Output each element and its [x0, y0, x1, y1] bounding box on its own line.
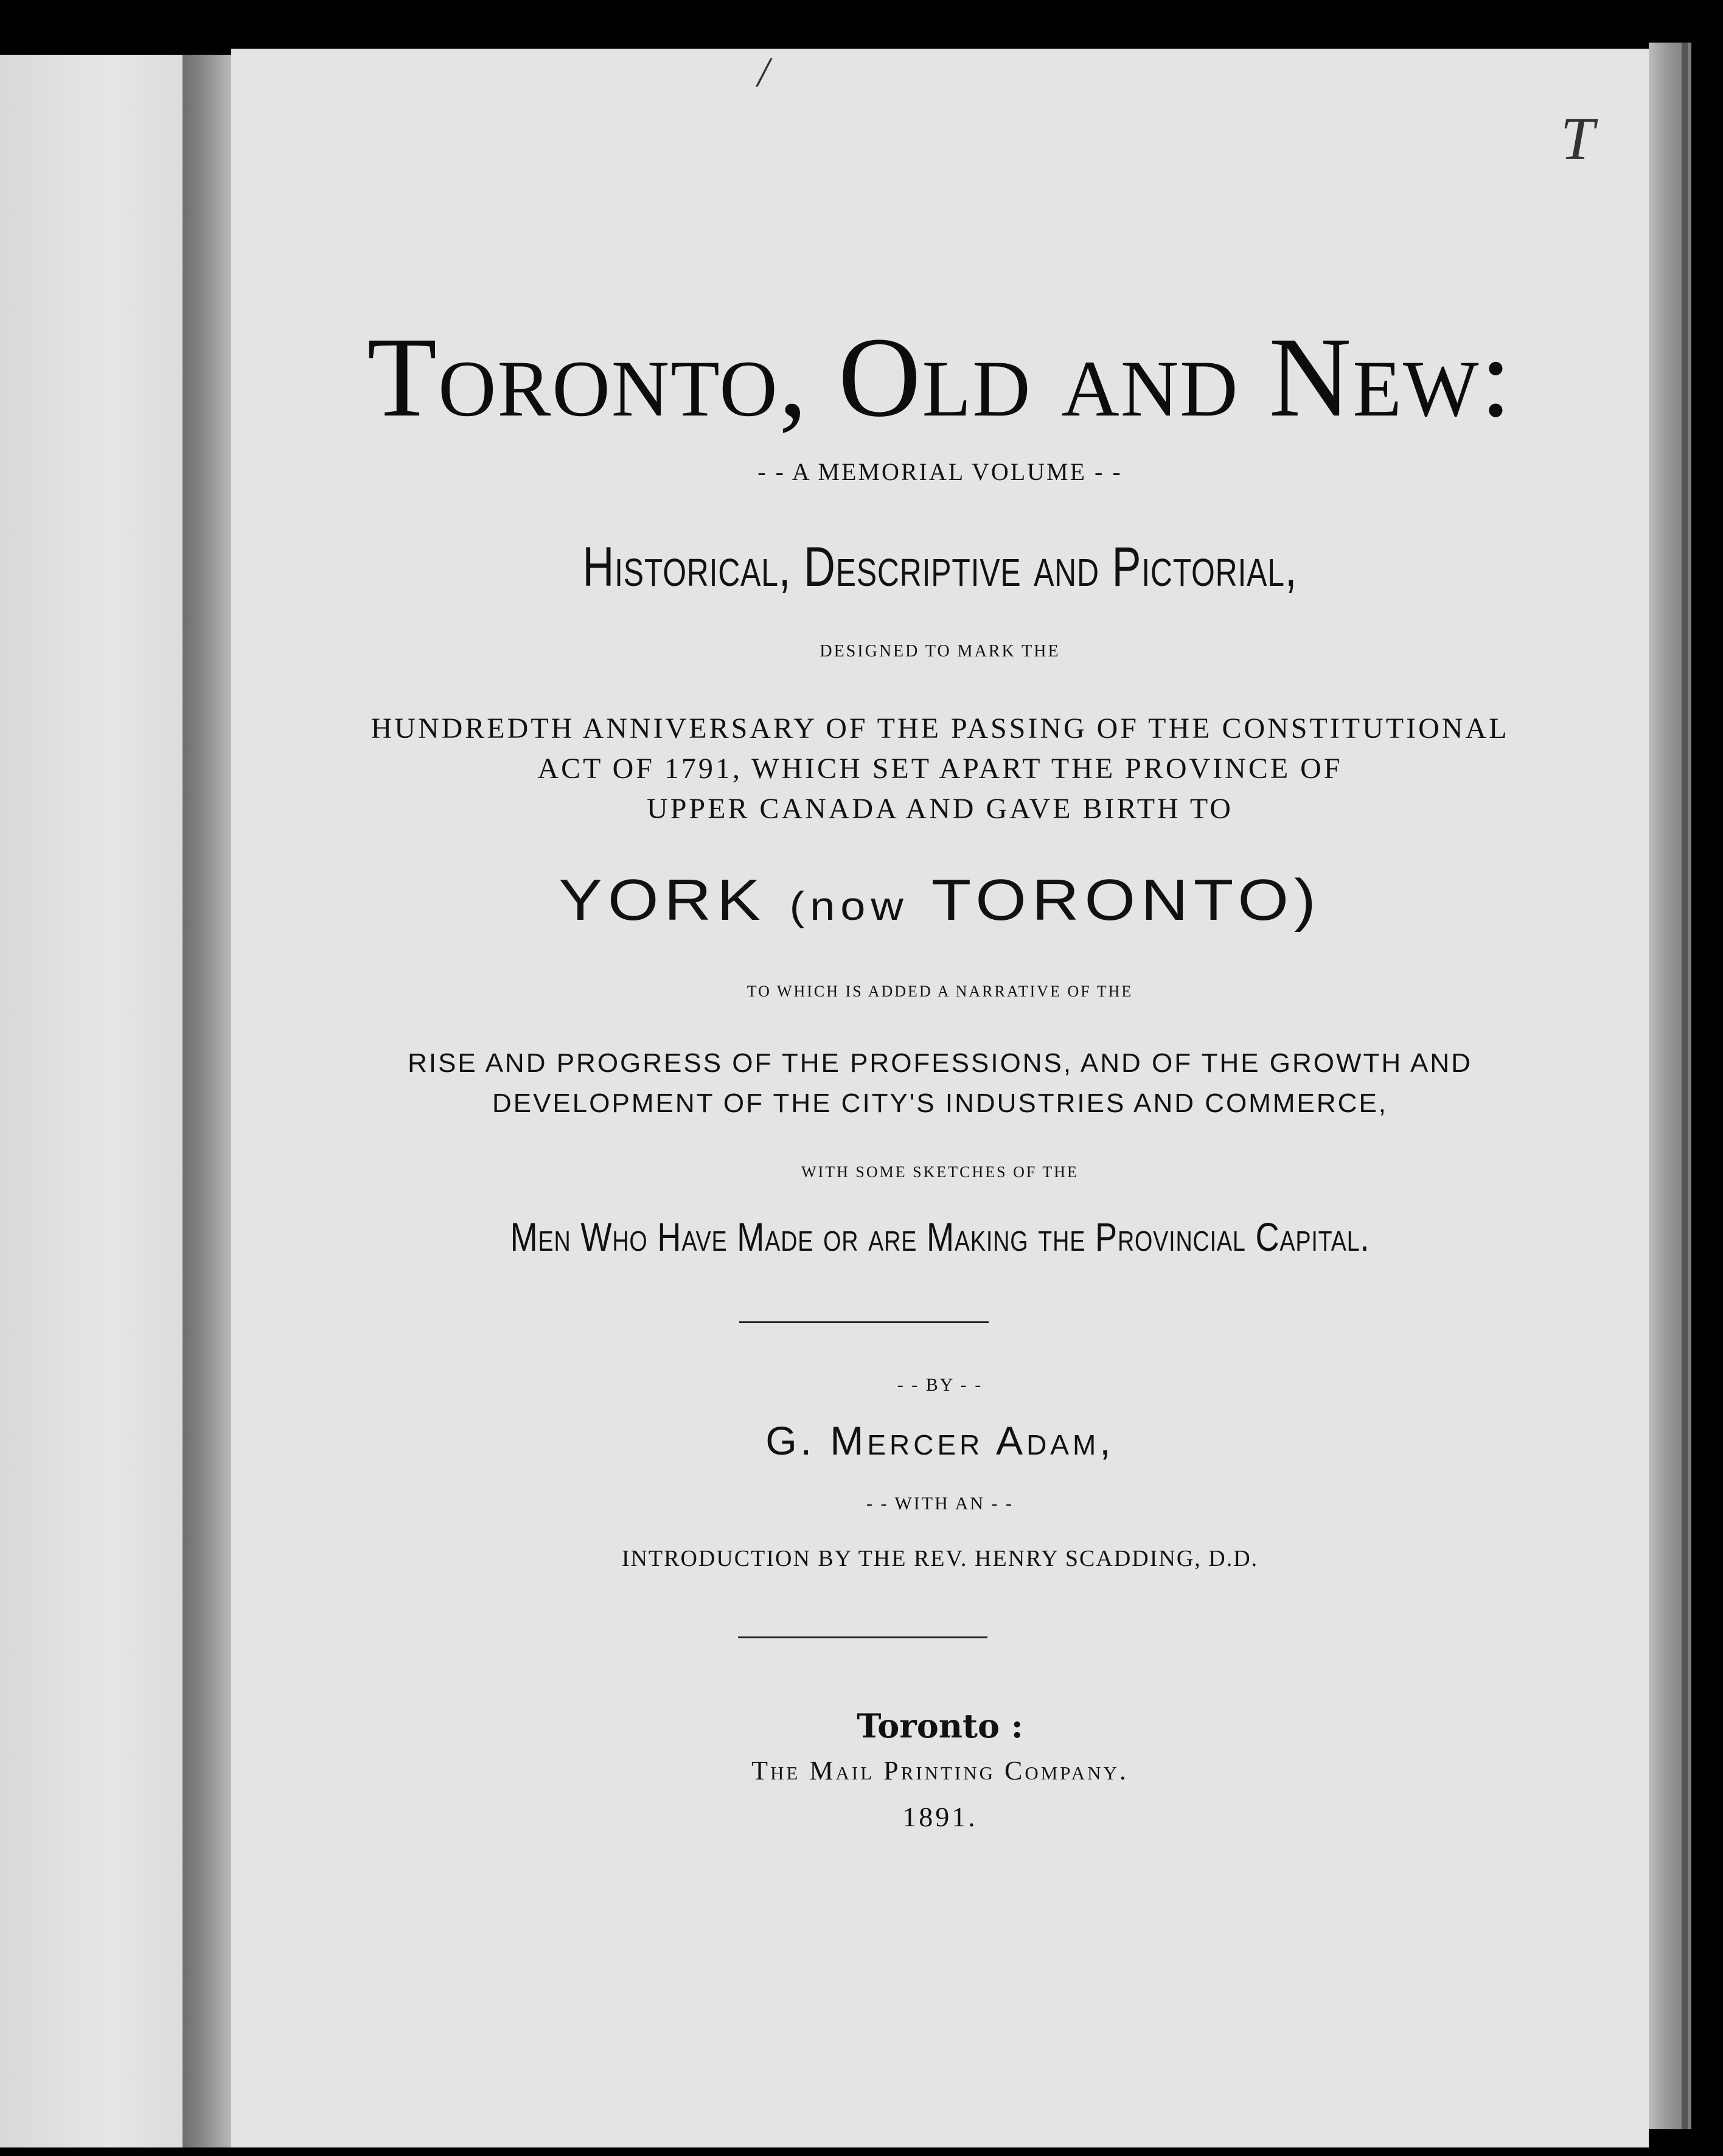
anniversary-line-2: ACT OF 1791, WHICH SET APART THE PROVINCE OF: [537, 753, 1343, 785]
memorial-volume-line: - - A MEMORIAL VOLUME - -: [757, 458, 1123, 485]
men-who-have-made-line: Men Who Have Made or are Making the Provincial Capital.: [510, 1214, 1370, 1259]
anniversary-line-3: UPPER CANADA AND GAVE BIRTH TO: [647, 793, 1233, 825]
now-word: (now: [789, 883, 909, 928]
york-now-toronto-heading: [146, 867, 1723, 934]
anniversary-line-1: HUNDREDTH ANNIVERSARY OF THE PASSING OF THE CONSTITUTIONAL: [371, 712, 1509, 745]
designed-to-mark-line: DESIGNED TO MARK THE: [820, 642, 1060, 661]
rise-and-progress-text: [231, 1043, 1649, 1124]
publication-place: Toronto :: [857, 1706, 1023, 1745]
publisher-name: The Mail Printing Company.: [751, 1756, 1129, 1786]
book-gutter: [183, 55, 231, 2147]
york-word: YORK: [559, 868, 766, 933]
sketches-line: WITH SOME SKETCHES OF THE: [801, 1163, 1079, 1181]
by-line: - - BY - -: [897, 1375, 983, 1395]
facing-page: [0, 55, 183, 2147]
anniversary-text: [231, 709, 1649, 829]
subtitle: Historical, Descriptive and Pictorial,: [582, 536, 1298, 598]
divider-rule-upper: [739, 1321, 989, 1323]
with-an-line: - - WITH AN - -: [866, 1494, 1014, 1514]
author-name: G. Mercer Adam,: [765, 1418, 1115, 1463]
rise-line-1: RISE AND PROGRESS OF THE PROFESSIONS, AND OF THE GROWTH AND: [408, 1048, 1472, 1078]
pencil-mark-top: /: [757, 49, 770, 96]
page-edge: [1649, 43, 1691, 2129]
toronto-word: TORONTO): [931, 868, 1321, 933]
pencil-mark-corner: T: [1561, 105, 1595, 172]
publication-year: 1891.: [902, 1801, 978, 1832]
narrative-intro-line: TO WHICH IS ADDED A NARRATIVE OF THE: [747, 982, 1133, 1000]
book-title: Toronto, Old and New:: [367, 313, 1513, 440]
divider-rule-lower: [738, 1636, 987, 1638]
introduction-credit: INTRODUCTION BY THE REV. HENRY SCADDING, D.D.: [621, 1546, 1259, 1571]
rise-line-2: DEVELOPMENT OF THE CITY'S INDUSTRIES AND COMMERCE,: [492, 1088, 1388, 1118]
